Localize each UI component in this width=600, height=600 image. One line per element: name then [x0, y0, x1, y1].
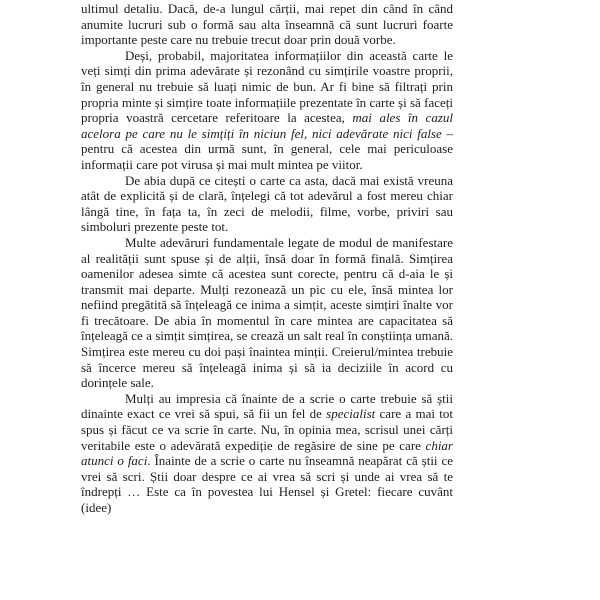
- italic-text-run: mai ales în cazul acelora pe care nu le simțiți în niciun fel, nici adevărate nici false: [81, 110, 453, 141]
- paragraph: [81, 48, 453, 173]
- text-run: Mulți au impresia că înainte de a scrie o carte trebuie să știi dinainte exact ce vrei să spui, să fii un fel de: [81, 390, 453, 422]
- text-run: De abia după ce citești o carte ca asta, dacă mai există vreuna atât de explicită și de clară, înțelegi că tot adevărul a fost mereu chiar lângă tine, în fața ta, în zeci de melodii, filme, vorbe, priviri sau simboluri prezente peste tot.: [81, 172, 453, 235]
- italic-text-run: specialist: [326, 406, 376, 422]
- page-text-block: [81, 1, 453, 516]
- italic-text-run: chiar atunci o faci: [81, 437, 453, 469]
- text-run: Multe adevăruri fundamentale legate de modul de manifestare al realității sunt spuse și de alții, însă doar în formă finală. Simțirea oamenilor adesea simte că acestea sunt corecte, pentru că d-aia le și transmit mai departe. Mulți rezonează un pic cu ele, însă mintea lor nefiind pregătită să înțeleagă ce inima a simțit, aceste simțiri înalte vor fi trecătoare. De abia în momentul în care mintea are capacitatea să înțeleagă ce a simțit simțirea, se crează un salt real în conștiința umană. Simțirea este mereu cu doi pași înaintea minții. Creierul/mintea trebuie să încerce mereu să înțeleagă inima și să ia deciziile în acord cu dorințele sale.: [81, 234, 453, 391]
- paragraph: [81, 1, 453, 48]
- text-run: ultimul detaliu. Dacă, de-a lungul cărții, mai repet din când în când anumite lucruri sub o formă sau alta înseamnă că sunt lucruri foarte importante peste care nu trebuie trecut doar prin două vorbe.: [81, 1, 453, 48]
- text-run: – pentru că acestea din urmă sunt, în general, cele mai periculoase informații care pot virusa și mai mult mintea pe viitor.: [81, 125, 454, 172]
- text-run: Deși, probabil, majoritatea informațiilor din această carte le veți simți din prima adevărate și rezonând cu simțirile voastre proprii, în general nu trebuie să luați nimic de bun. Ar fi bine să filtrați prin propria minte și simțire toate informațiile prezentate în carte și să faceți propria voastră cercetare referitoare la acestea,: [81, 47, 453, 126]
- text-run: . Înainte de a scrie o carte nu înseamnă neapărat că știi ce vrei să scri. Știi doar despre ce ai vrea să scri și unde ai vrea să te îndrepți … Este ca în povestea lui Hensel și Gretel: fiecare cuvânt (idee): [81, 453, 453, 515]
- paragraph: [81, 173, 453, 235]
- paragraph: [81, 391, 453, 516]
- text-run: care a mai tot spus și făcut ce va scrie în carte. Nu, în opinia mea, scrisul unei cărți veritabile este o adevărată expediție de regăsire de sine pe care: [81, 406, 453, 453]
- paragraph: [81, 235, 453, 391]
